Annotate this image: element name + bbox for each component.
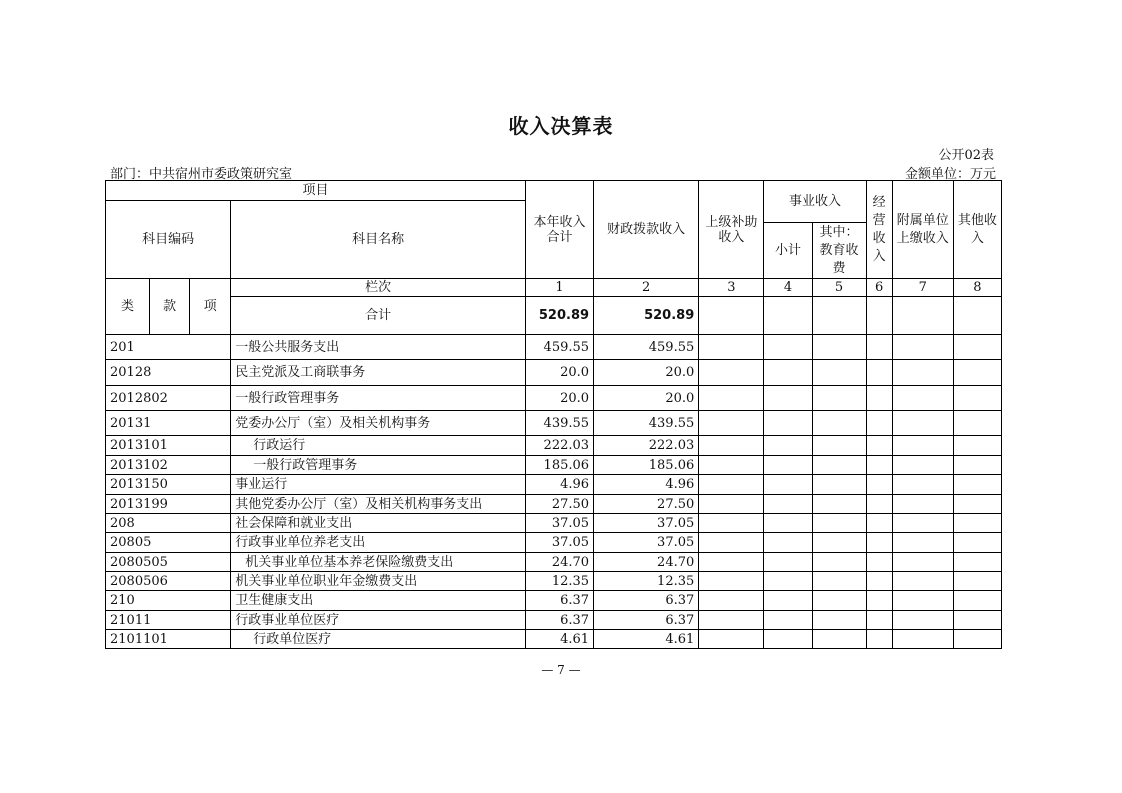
row-code: 2080506 [106, 572, 231, 591]
header-edu-fee: 其中：教育收费 [812, 223, 866, 279]
total-income-value: 520.89 [525, 297, 593, 335]
table-row [106, 630, 1002, 649]
table-row [106, 386, 1002, 411]
header-subject-code: 科目编码 [106, 201, 231, 279]
header-item: 项目 [106, 181, 526, 201]
row-fiscal: 37.05 [594, 533, 699, 553]
column-number: 4 [764, 279, 812, 297]
row-total: 27.50 [525, 495, 593, 514]
header-total-income: 本年收入合计 [525, 181, 593, 279]
row-name: 社会保障和就业支出 [231, 514, 526, 533]
header-subtotal: 小计 [764, 223, 812, 279]
row-total: 12.35 [525, 572, 593, 591]
row-fiscal: 4.96 [594, 475, 699, 495]
header-business: 事业收入 [764, 181, 866, 223]
row-fiscal: 27.50 [594, 495, 699, 514]
page-number: — 7 — [541, 663, 581, 677]
row-total: 6.37 [525, 591, 593, 611]
row-name: 事业运行 [231, 475, 526, 495]
row-fiscal: 37.05 [594, 514, 699, 533]
row-fiscal: 20.0 [594, 386, 699, 411]
row-fiscal: 222.03 [594, 436, 699, 456]
row-code: 2013199 [106, 495, 231, 514]
form-number: 公开02表 [938, 148, 994, 163]
column-number: 2 [594, 279, 699, 297]
row-name: 一般行政管理事务 [231, 386, 526, 411]
row-fiscal: 185.06 [594, 456, 699, 475]
total-label: 合计 [231, 297, 526, 335]
row-code: 2101101 [106, 630, 231, 649]
row-name: 行政事业单位养老支出 [231, 533, 526, 553]
row-name: 民主党派及工商联事务 [231, 360, 526, 386]
row-code: 201 [106, 335, 231, 360]
header-kuan: 款 [150, 279, 190, 335]
row-name: 行政运行 [231, 436, 526, 456]
row-name: 一般行政管理事务 [231, 456, 526, 475]
header-operating: 经营收入 [866, 181, 892, 279]
row-total: 37.05 [525, 514, 593, 533]
header-subject-name: 科目名称 [231, 201, 526, 279]
row-fiscal: 6.37 [594, 591, 699, 611]
table-row [106, 611, 1002, 630]
row-name: 机关事业单位基本养老保险缴费支出 [231, 553, 526, 572]
row-name: 其他党委办公厅（室）及相关机构事务支出 [231, 495, 526, 514]
header-lei: 类 [106, 279, 150, 335]
row-code: 208 [106, 514, 231, 533]
table-row [106, 411, 1002, 436]
row-code: 2013150 [106, 475, 231, 495]
row-code: 20128 [106, 360, 231, 386]
income-table [105, 180, 1002, 649]
table-row [106, 533, 1002, 553]
row-fiscal: 20.0 [594, 360, 699, 386]
column-number: 8 [953, 279, 1001, 297]
page-title: 收入决算表 [508, 114, 614, 138]
row-code: 2013102 [106, 456, 231, 475]
row-name: 党委办公厅（室）及相关机构事务 [231, 411, 526, 436]
column-number: 6 [866, 279, 892, 297]
row-fiscal: 459.55 [594, 335, 699, 360]
table-row [106, 553, 1002, 572]
row-total: 222.03 [525, 436, 593, 456]
row-fiscal: 6.37 [594, 611, 699, 630]
table-row [106, 514, 1002, 533]
table-row [106, 591, 1002, 611]
row-total: 24.70 [525, 553, 593, 572]
row-fiscal: 12.35 [594, 572, 699, 591]
row-code: 21011 [106, 611, 231, 630]
row-name: 机关事业单位职业年金缴费支出 [231, 572, 526, 591]
table-row [106, 572, 1002, 591]
column-number: 7 [892, 279, 953, 297]
row-name: 一般公共服务支出 [231, 335, 526, 360]
row-code: 2012802 [106, 386, 231, 411]
table-row [106, 360, 1002, 386]
row-total: 4.96 [525, 475, 593, 495]
table-row [106, 475, 1002, 495]
table-row [106, 436, 1002, 456]
row-total: 439.55 [525, 411, 593, 436]
row-total: 4.61 [525, 630, 593, 649]
row-code: 20805 [106, 533, 231, 553]
row-total: 185.06 [525, 456, 593, 475]
row-total: 20.0 [525, 360, 593, 386]
row-code: 20131 [106, 411, 231, 436]
total-row [106, 297, 1002, 335]
row-total: 6.37 [525, 611, 593, 630]
row-total: 37.05 [525, 533, 593, 553]
row-code: 210 [106, 591, 231, 611]
row-fiscal: 4.61 [594, 630, 699, 649]
amount-unit-label: 金额单位：万元 [904, 167, 996, 182]
header-affiliated: 附属单位上缴收入 [892, 181, 953, 279]
row-total: 20.0 [525, 386, 593, 411]
row-fiscal: 24.70 [594, 553, 699, 572]
header-column-no: 栏次 [231, 279, 526, 297]
total-fiscal-value: 520.89 [594, 297, 699, 335]
header-superior: 上级补助收入 [699, 181, 764, 279]
row-name: 卫生健康支出 [231, 591, 526, 611]
row-fiscal: 439.55 [594, 411, 699, 436]
column-number: 3 [699, 279, 764, 297]
column-number: 5 [812, 279, 866, 297]
header-xiang: 项 [190, 279, 231, 335]
row-code: 2013101 [106, 436, 231, 456]
header-fiscal: 财政拨款收入 [594, 181, 699, 279]
header-other: 其他收入 [953, 181, 1001, 279]
table-row [106, 456, 1002, 475]
table-row [106, 495, 1002, 514]
table-row [106, 335, 1002, 360]
row-name: 行政单位医疗 [231, 630, 526, 649]
row-total: 459.55 [525, 335, 593, 360]
column-number: 1 [525, 279, 593, 297]
row-name: 行政事业单位医疗 [231, 611, 526, 630]
row-code: 2080505 [106, 553, 231, 572]
department-label: 部门：中共宿州市委政策研究室 [110, 167, 293, 182]
